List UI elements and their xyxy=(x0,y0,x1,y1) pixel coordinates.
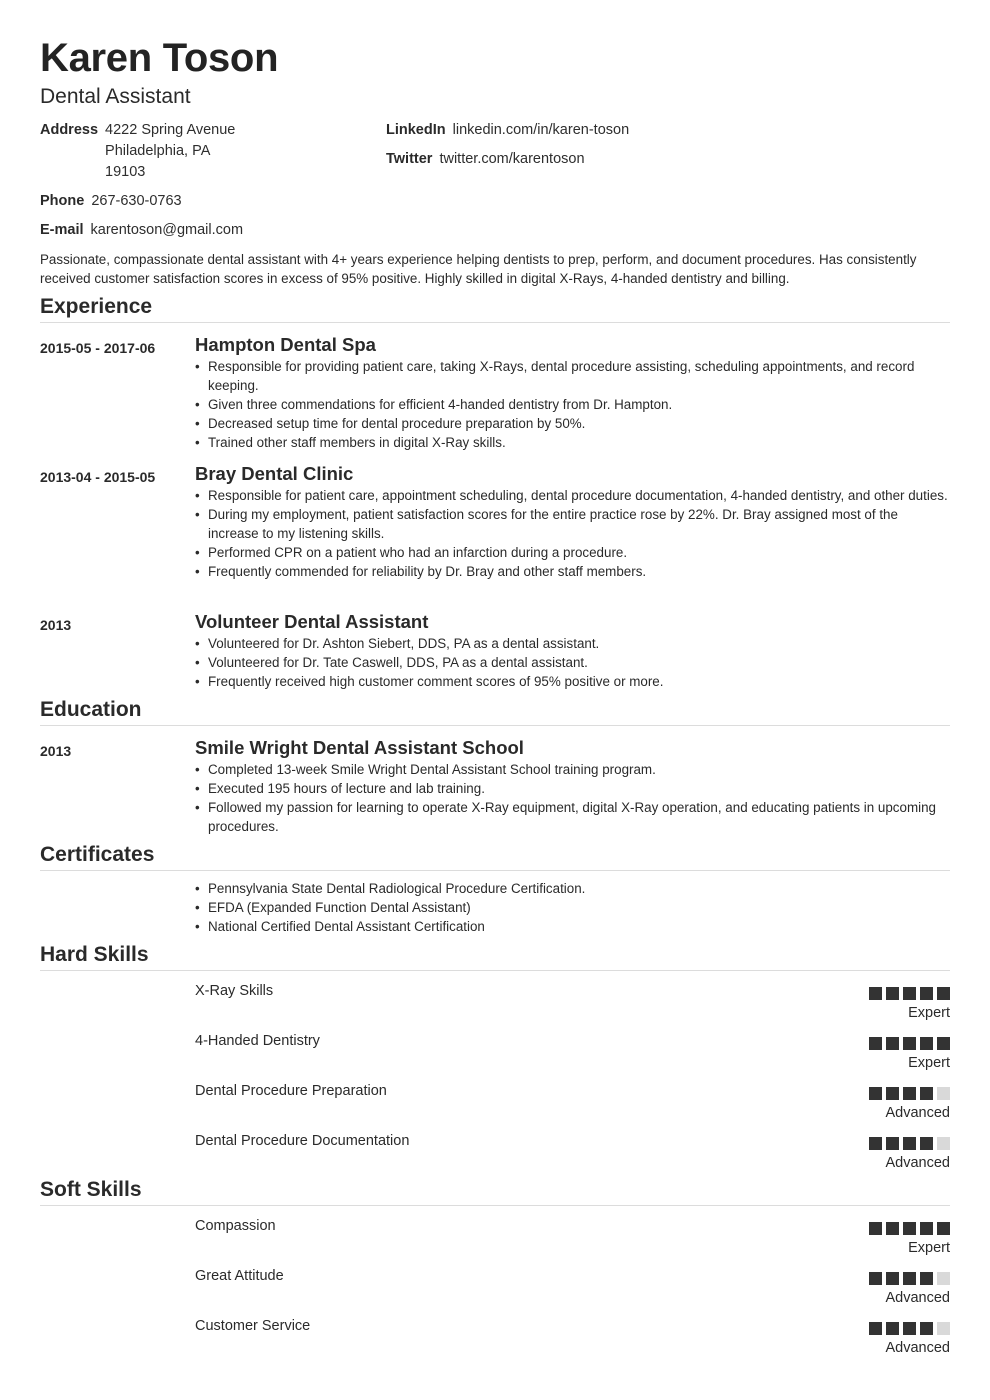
certificate-item: • Pennsylvania State Dental Radiological Procedure Certification. xyxy=(195,879,950,898)
skill-level: Advanced xyxy=(885,1340,950,1356)
rating-filled-icon xyxy=(869,1087,882,1100)
rating-filled-icon xyxy=(920,1222,933,1235)
candidate-name: Karen Toson xyxy=(40,36,279,80)
job-title: Dental Assistant xyxy=(40,85,191,108)
rating-filled-icon xyxy=(869,1272,882,1285)
entry-bullets xyxy=(195,760,950,836)
rating-filled-icon xyxy=(903,1087,916,1100)
bullet-item: • Responsible for providing patient care, taking X-Rays, dental procedure assisting, scheduling appointments, and record keeping. xyxy=(195,357,950,395)
address-line: 4222 Spring Avenue xyxy=(105,122,236,138)
skill-name: X-Ray Skills xyxy=(195,983,274,999)
rating-filled-icon xyxy=(869,1137,882,1150)
skill-row xyxy=(40,1131,950,1177)
skill-row xyxy=(40,981,950,1027)
bullet-item: • Frequently received high customer comment scores of 95% positive or more. xyxy=(195,672,950,691)
entry-date: 2013 xyxy=(40,617,72,633)
skill-level: Advanced xyxy=(885,1155,950,1171)
twitter-link[interactable]: twitter.com/karentoson xyxy=(439,151,585,167)
skill-rating xyxy=(869,1137,950,1150)
rating-filled-icon xyxy=(869,1037,882,1050)
twitter-label: Twitter xyxy=(386,151,433,167)
rating-filled-icon xyxy=(937,1037,950,1050)
section-title-hard-skills: Hard Skills xyxy=(40,942,950,971)
address-label: Address xyxy=(40,122,99,138)
skill-name: Dental Procedure Documentation xyxy=(195,1133,410,1149)
entry-date: 2013-04 - 2015-05 xyxy=(40,469,156,485)
skill-rating xyxy=(869,1037,950,1050)
rating-filled-icon xyxy=(920,1037,933,1050)
bullet-item: • Performed CPR on a patient who had an infarction during a procedure. xyxy=(195,543,950,562)
rating-filled-icon xyxy=(937,987,950,1000)
rating-empty-icon xyxy=(937,1087,950,1100)
section-title-soft-skills: Soft Skills xyxy=(40,1177,950,1206)
rating-filled-icon xyxy=(903,1272,916,1285)
rating-filled-icon xyxy=(903,1137,916,1150)
entry-date: 2013 xyxy=(40,743,72,759)
skill-level: Expert xyxy=(908,1055,950,1071)
bullet-item: • Volunteered for Dr. Ashton Siebert, DDS, PA as a dental assistant. xyxy=(195,634,950,653)
skill-row xyxy=(40,1081,950,1127)
rating-filled-icon xyxy=(869,987,882,1000)
skill-rating xyxy=(869,1272,950,1285)
entry-bullets xyxy=(195,357,950,452)
entry-organization: Volunteer Dental Assistant xyxy=(195,611,429,632)
bullet-item: • Decreased setup time for dental procedure preparation by 50%. xyxy=(195,414,950,433)
rating-filled-icon xyxy=(903,1322,916,1335)
rating-filled-icon xyxy=(886,1322,899,1335)
skill-level: Advanced xyxy=(885,1105,950,1121)
rating-filled-icon xyxy=(903,987,916,1000)
linkedin-label: LinkedIn xyxy=(386,122,446,138)
entry-organization: Hampton Dental Spa xyxy=(195,334,376,355)
certificate-item: • National Certified Dental Assistant Certification xyxy=(195,917,950,936)
bullet-item: • Responsible for patient care, appointment scheduling, dental procedure documentation, 4-handed dentistry, and other duties. xyxy=(195,486,950,505)
section-title-education: Education xyxy=(40,697,950,726)
email-value[interactable]: karentoson@gmail.com xyxy=(90,222,244,238)
skill-rating xyxy=(869,1087,950,1100)
rating-filled-icon xyxy=(886,1222,899,1235)
skill-rating xyxy=(869,987,950,1000)
section-title-certificates: Certificates xyxy=(40,842,950,871)
email-label: E-mail xyxy=(40,222,84,238)
skill-row xyxy=(40,1266,950,1312)
bullet-item: • Volunteered for Dr. Tate Caswell, DDS, PA as a dental assistant. xyxy=(195,653,950,672)
rating-filled-icon xyxy=(886,1137,899,1150)
bullet-item: • Executed 195 hours of lecture and lab training. xyxy=(195,779,950,798)
bullet-item: • Given three commendations for efficient 4-handed dentistry from Dr. Hampton. xyxy=(195,395,950,414)
rating-filled-icon xyxy=(886,987,899,1000)
skill-row xyxy=(40,1031,950,1077)
rating-empty-icon xyxy=(937,1137,950,1150)
entry-bullets xyxy=(195,634,950,691)
contact-linkedin xyxy=(386,120,629,141)
skill-name: Great Attitude xyxy=(195,1268,284,1284)
skill-name: Dental Procedure Preparation xyxy=(195,1083,387,1099)
rating-filled-icon xyxy=(869,1222,882,1235)
rating-filled-icon xyxy=(920,987,933,1000)
skill-name: Compassion xyxy=(195,1218,276,1234)
bullet-item: • Frequently commended for reliability by Dr. Bray and other staff members. xyxy=(195,562,950,581)
rating-filled-icon xyxy=(920,1272,933,1285)
rating-empty-icon xyxy=(937,1322,950,1335)
certificate-item: • EFDA (Expanded Function Dental Assistant) xyxy=(195,898,950,917)
skill-level: Advanced xyxy=(885,1290,950,1306)
rating-filled-icon xyxy=(903,1037,916,1050)
entry-bullets xyxy=(195,486,950,581)
contact-email xyxy=(40,220,243,241)
skill-row xyxy=(40,1316,950,1362)
linkedin-link[interactable]: linkedin.com/in/karen-toson xyxy=(452,122,630,138)
rating-filled-icon xyxy=(869,1322,882,1335)
rating-filled-icon xyxy=(886,1087,899,1100)
address-line: 19103 xyxy=(105,164,146,180)
entry-date: 2015-05 - 2017-06 xyxy=(40,340,156,356)
bullet-item: • Trained other staff members in digital X-Ray skills. xyxy=(195,433,950,452)
skill-rating xyxy=(869,1322,950,1335)
rating-empty-icon xyxy=(937,1272,950,1285)
skill-name: Customer Service xyxy=(195,1318,311,1334)
skill-level: Expert xyxy=(908,1005,950,1021)
rating-filled-icon xyxy=(920,1322,933,1335)
entry-organization: Smile Wright Dental Assistant School xyxy=(195,737,524,758)
contact-phone xyxy=(40,191,182,212)
rating-filled-icon xyxy=(886,1272,899,1285)
rating-filled-icon xyxy=(903,1222,916,1235)
rating-filled-icon xyxy=(937,1222,950,1235)
skill-row xyxy=(40,1216,950,1262)
contact-address xyxy=(40,120,235,183)
rating-filled-icon xyxy=(920,1137,933,1150)
section-title-experience: Experience xyxy=(40,294,950,323)
skill-rating xyxy=(869,1222,950,1235)
skill-name: 4-Handed Dentistry xyxy=(195,1033,320,1049)
address-value xyxy=(105,120,235,183)
certificates-list xyxy=(195,879,950,936)
profile-summary: Passionate, compassionate dental assistant with 4+ years experience helping dentists to prep, perform, and document procedures. Has consistently received customer satisfaction scores in excess of 95% positive. Highly skilled in digital X-Rays, 4-handed dentistry and billing. xyxy=(40,252,917,286)
rating-filled-icon xyxy=(886,1037,899,1050)
skill-level: Expert xyxy=(908,1240,950,1256)
phone-value[interactable]: 267-630-0763 xyxy=(91,193,182,209)
entry-organization: Bray Dental Clinic xyxy=(195,463,354,484)
phone-label: Phone xyxy=(40,193,85,209)
bullet-item: • Completed 13-week Smile Wright Dental Assistant School training program. xyxy=(195,760,950,779)
contact-twitter xyxy=(386,149,585,170)
address-line: Philadelphia, PA xyxy=(105,143,211,159)
bullet-item: • Followed my passion for learning to operate X-Ray equipment, digital X-Ray operation, and educating patients in upcoming procedures. xyxy=(195,798,950,836)
rating-filled-icon xyxy=(920,1087,933,1100)
bullet-item: • During my employment, patient satisfaction scores for the entire practice rose by 22%. Dr. Bray assigned most of the increase to my listening skills. xyxy=(195,505,950,543)
